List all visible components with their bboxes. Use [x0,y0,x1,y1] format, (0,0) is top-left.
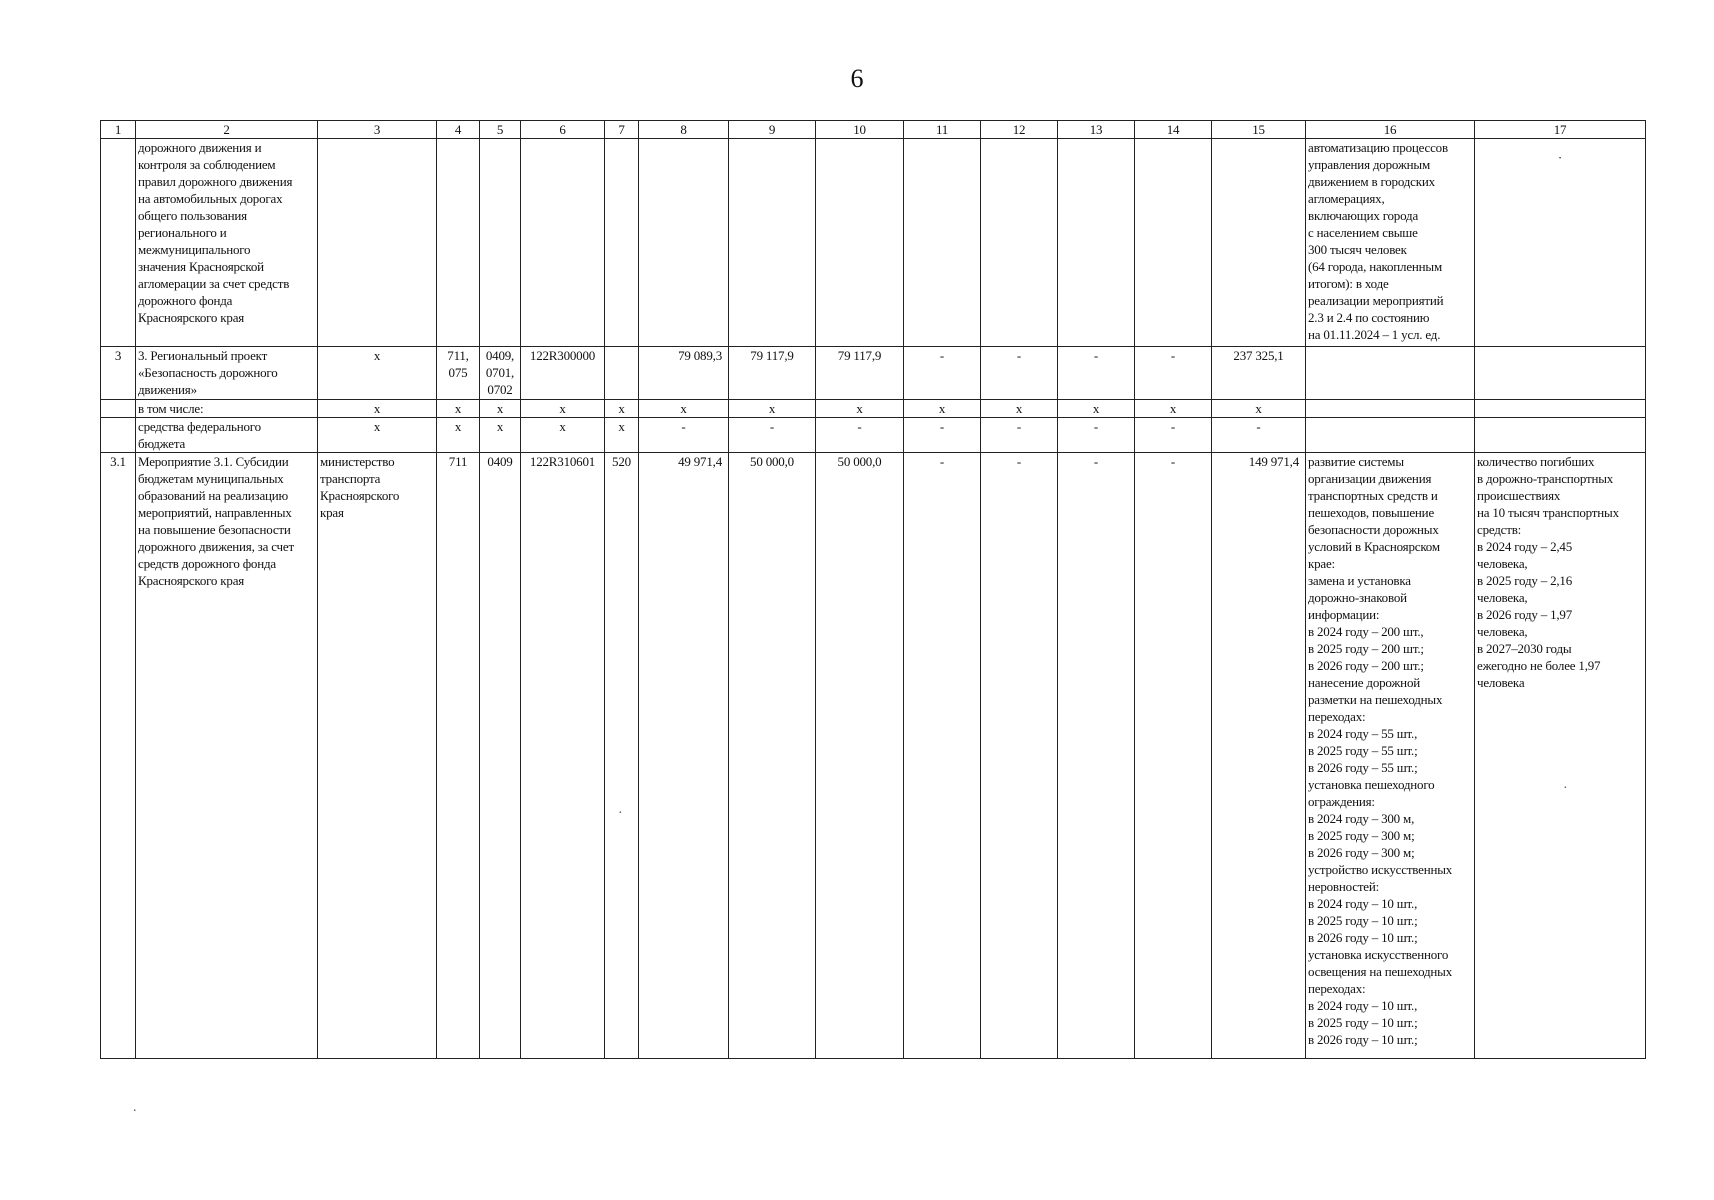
measure-indicator: количество погибших в дорожно-транспортных происшествиях на 10 тысяч транспортных средств: в 2024 году – 2,45 человека, в 2025 году – 2,16 человека, в 2026 году – 1,97 человека, в 2027–2030 годы ежегодно не более 1,97 человека [1475,453,1646,1059]
header-cell-14: 14 [1135,121,1212,139]
scan-speck: · [618,806,623,821]
project-total: 237 325,1 [1212,347,1306,400]
federal-cell-6: x [521,418,605,453]
federal-cell-3: x [318,418,437,453]
including-cell-3: x [318,400,437,418]
federal-cell-12: - [981,418,1058,453]
including-cell-7: x [605,400,639,418]
project-csr: 122R300000 [521,347,605,400]
header-cell-5: 5 [480,121,521,139]
including-cell-4: x [437,400,480,418]
project-value-9: 79 117,9 [729,347,816,400]
including-label: в том числе: [136,400,318,418]
project-indicator [1475,347,1646,400]
including-cell-17 [1475,400,1646,418]
header-cell-9: 9 [729,121,816,139]
cont-indicator-cell: · [1475,139,1646,347]
header-cell-6: 6 [521,121,605,139]
header-cell-11: 11 [904,121,981,139]
cont-cell-9 [729,139,816,347]
header-cell-3: 3 [318,121,437,139]
cont-cell-15 [1212,139,1306,347]
measure-value-13: - [1058,453,1135,1059]
federal-label: средства федерального бюджета [136,418,318,453]
project-value-10: 79 117,9 [816,347,904,400]
project-rzpr: 0409, 0701, 0702 [480,347,521,400]
including-cell-6: x [521,400,605,418]
project-vr [605,347,639,400]
including-cell-13: x [1058,400,1135,418]
including-cell-10: x [816,400,904,418]
header-cell-2: 2 [136,121,318,139]
measure-num: 3.1 [101,453,136,1059]
project-executor: x [318,347,437,400]
including-cell-9: x [729,400,816,418]
header-cell-15: 15 [1212,121,1306,139]
header-cell-1: 1 [101,121,136,139]
cont-cell-13 [1058,139,1135,347]
project-row [101,347,1646,400]
project-grbs: 711, 075 [437,347,480,400]
header-cell-10: 10 [816,121,904,139]
cont-result-cell: автоматизацию процессов управления дорожным движением в городских агломерациях, включающих города с населением свыше 300 тысяч человек (64 города, накопленным итогом): в ходе реализации мероприятий 2.3 и 2.4 по состоянию на 01.11.2024 – 1 усл. ед. [1306,139,1475,347]
federal-cell-10: - [816,418,904,453]
federal-cell-13: - [1058,418,1135,453]
scan-speck: · [1563,781,1568,796]
federal-cell-11: - [904,418,981,453]
project-result [1306,347,1475,400]
cont-cell-11 [904,139,981,347]
cont-cell-7 [605,139,639,347]
header-cell-16: 16 [1306,121,1475,139]
measure-value-14: - [1135,453,1212,1059]
measure-value-12: - [981,453,1058,1059]
including-num [101,400,136,418]
cont-name-cell: дорожного движения и контроля за соблюдением правил дорожного движения на автомобильных дорогах общего пользования регионального и межмуниципального значения Красноярской агломерации за счет средств дорожного фонда Красноярского края [136,139,318,347]
measure-executor: министерство транспорта Красноярского края [318,453,437,1059]
including-row [101,400,1646,418]
federal-cell-8: - [639,418,729,453]
cont-cell-10 [816,139,904,347]
federal-cell-14: - [1135,418,1212,453]
measure-value-8: 49 971,4 [639,453,729,1059]
continuation-row [101,139,1646,347]
header-cell-12: 12 [981,121,1058,139]
cont-cell-14 [1135,139,1212,347]
project-value-13: - [1058,347,1135,400]
measure-value-10: 50 000,0 [816,453,904,1059]
federal-cell-15: - [1212,418,1306,453]
header-cell-4: 4 [437,121,480,139]
including-cell-8: x [639,400,729,418]
including-cell-15: x [1212,400,1306,418]
measure-rzpr: 0409 [480,453,521,1059]
including-cell-16 [1306,400,1475,418]
scan-speck: . [133,1100,137,1115]
project-name: 3. Региональный проект «Безопасность дорожного движения» [136,347,318,400]
project-value-14: - [1135,347,1212,400]
measure-row [101,453,1646,1059]
federal-cell-16 [1306,418,1475,453]
federal-cell-17 [1475,418,1646,453]
measure-value-9: 50 000,0 [729,453,816,1059]
project-value-8: 79 089,3 [639,347,729,400]
federal-row [101,418,1646,453]
federal-cell-9: - [729,418,816,453]
measure-name: Мероприятие 3.1. Субсидии бюджетам муниципальных образований на реализацию мероприятий, направленных на повышение безопасности дорожного движения, за счет средств дорожного фонда Красноярского края [136,453,318,1059]
project-num: 3 [101,347,136,400]
measure-value-11: - [904,453,981,1059]
header-row [101,121,1646,139]
header-cell-8: 8 [639,121,729,139]
measure-total: 149 971,4 [1212,453,1306,1059]
measure-result: развитие системы организации движения транспортных средств и пешеходов, повышение безопасности дорожных условий в Красноярском крае: замена и установка дорожно-знаковой информации: в 2024 году – 200 шт., в 2025 году – 200 шт.; в 2026 году – 200 шт.; нанесение дорожной разметки на пешеходных переходах: в 2024 году – 55 шт., в 2025 году – 55 шт.; в 2026 году – 55 шт.; установка пешеходного ограждения: в 2024 году – 300 м, в 2025 году – 300 м; в 2026 году – 300 м; устройство искусственных неровностей: в 2024 году – 10 шт., в 2025 году – 10 шт.; в 2026 году – 10 шт.; установка искусственного освещения на пешеходных переходах: в 2024 году – 10 шт., в 2025 году – 10 шт.; в 2026 году – 10 шт.; [1306,453,1475,1059]
header-cell-7: 7 [605,121,639,139]
cont-cell-3 [318,139,437,347]
cont-cell-6 [521,139,605,347]
including-cell-11: x [904,400,981,418]
cont-cell-12 [981,139,1058,347]
project-value-12: - [981,347,1058,400]
federal-cell-5: x [480,418,521,453]
budget-table [100,120,1646,1059]
including-cell-14: x [1135,400,1212,418]
including-cell-12: x [981,400,1058,418]
header-cell-13: 13 [1058,121,1135,139]
measure-csr: 122R310601 [521,453,605,1059]
measure-grbs: 711 [437,453,480,1059]
federal-cell-7: x [605,418,639,453]
cont-cell-4 [437,139,480,347]
federal-num [101,418,136,453]
cont-num-cell [101,139,136,347]
header-cell-17: 17 [1475,121,1646,139]
measure-vr: 520 [605,453,639,1059]
project-value-11: - [904,347,981,400]
cont-cell-5 [480,139,521,347]
federal-cell-4: x [437,418,480,453]
including-cell-5: x [480,400,521,418]
cont-cell-8 [639,139,729,347]
page-number: 6 [850,64,864,93]
